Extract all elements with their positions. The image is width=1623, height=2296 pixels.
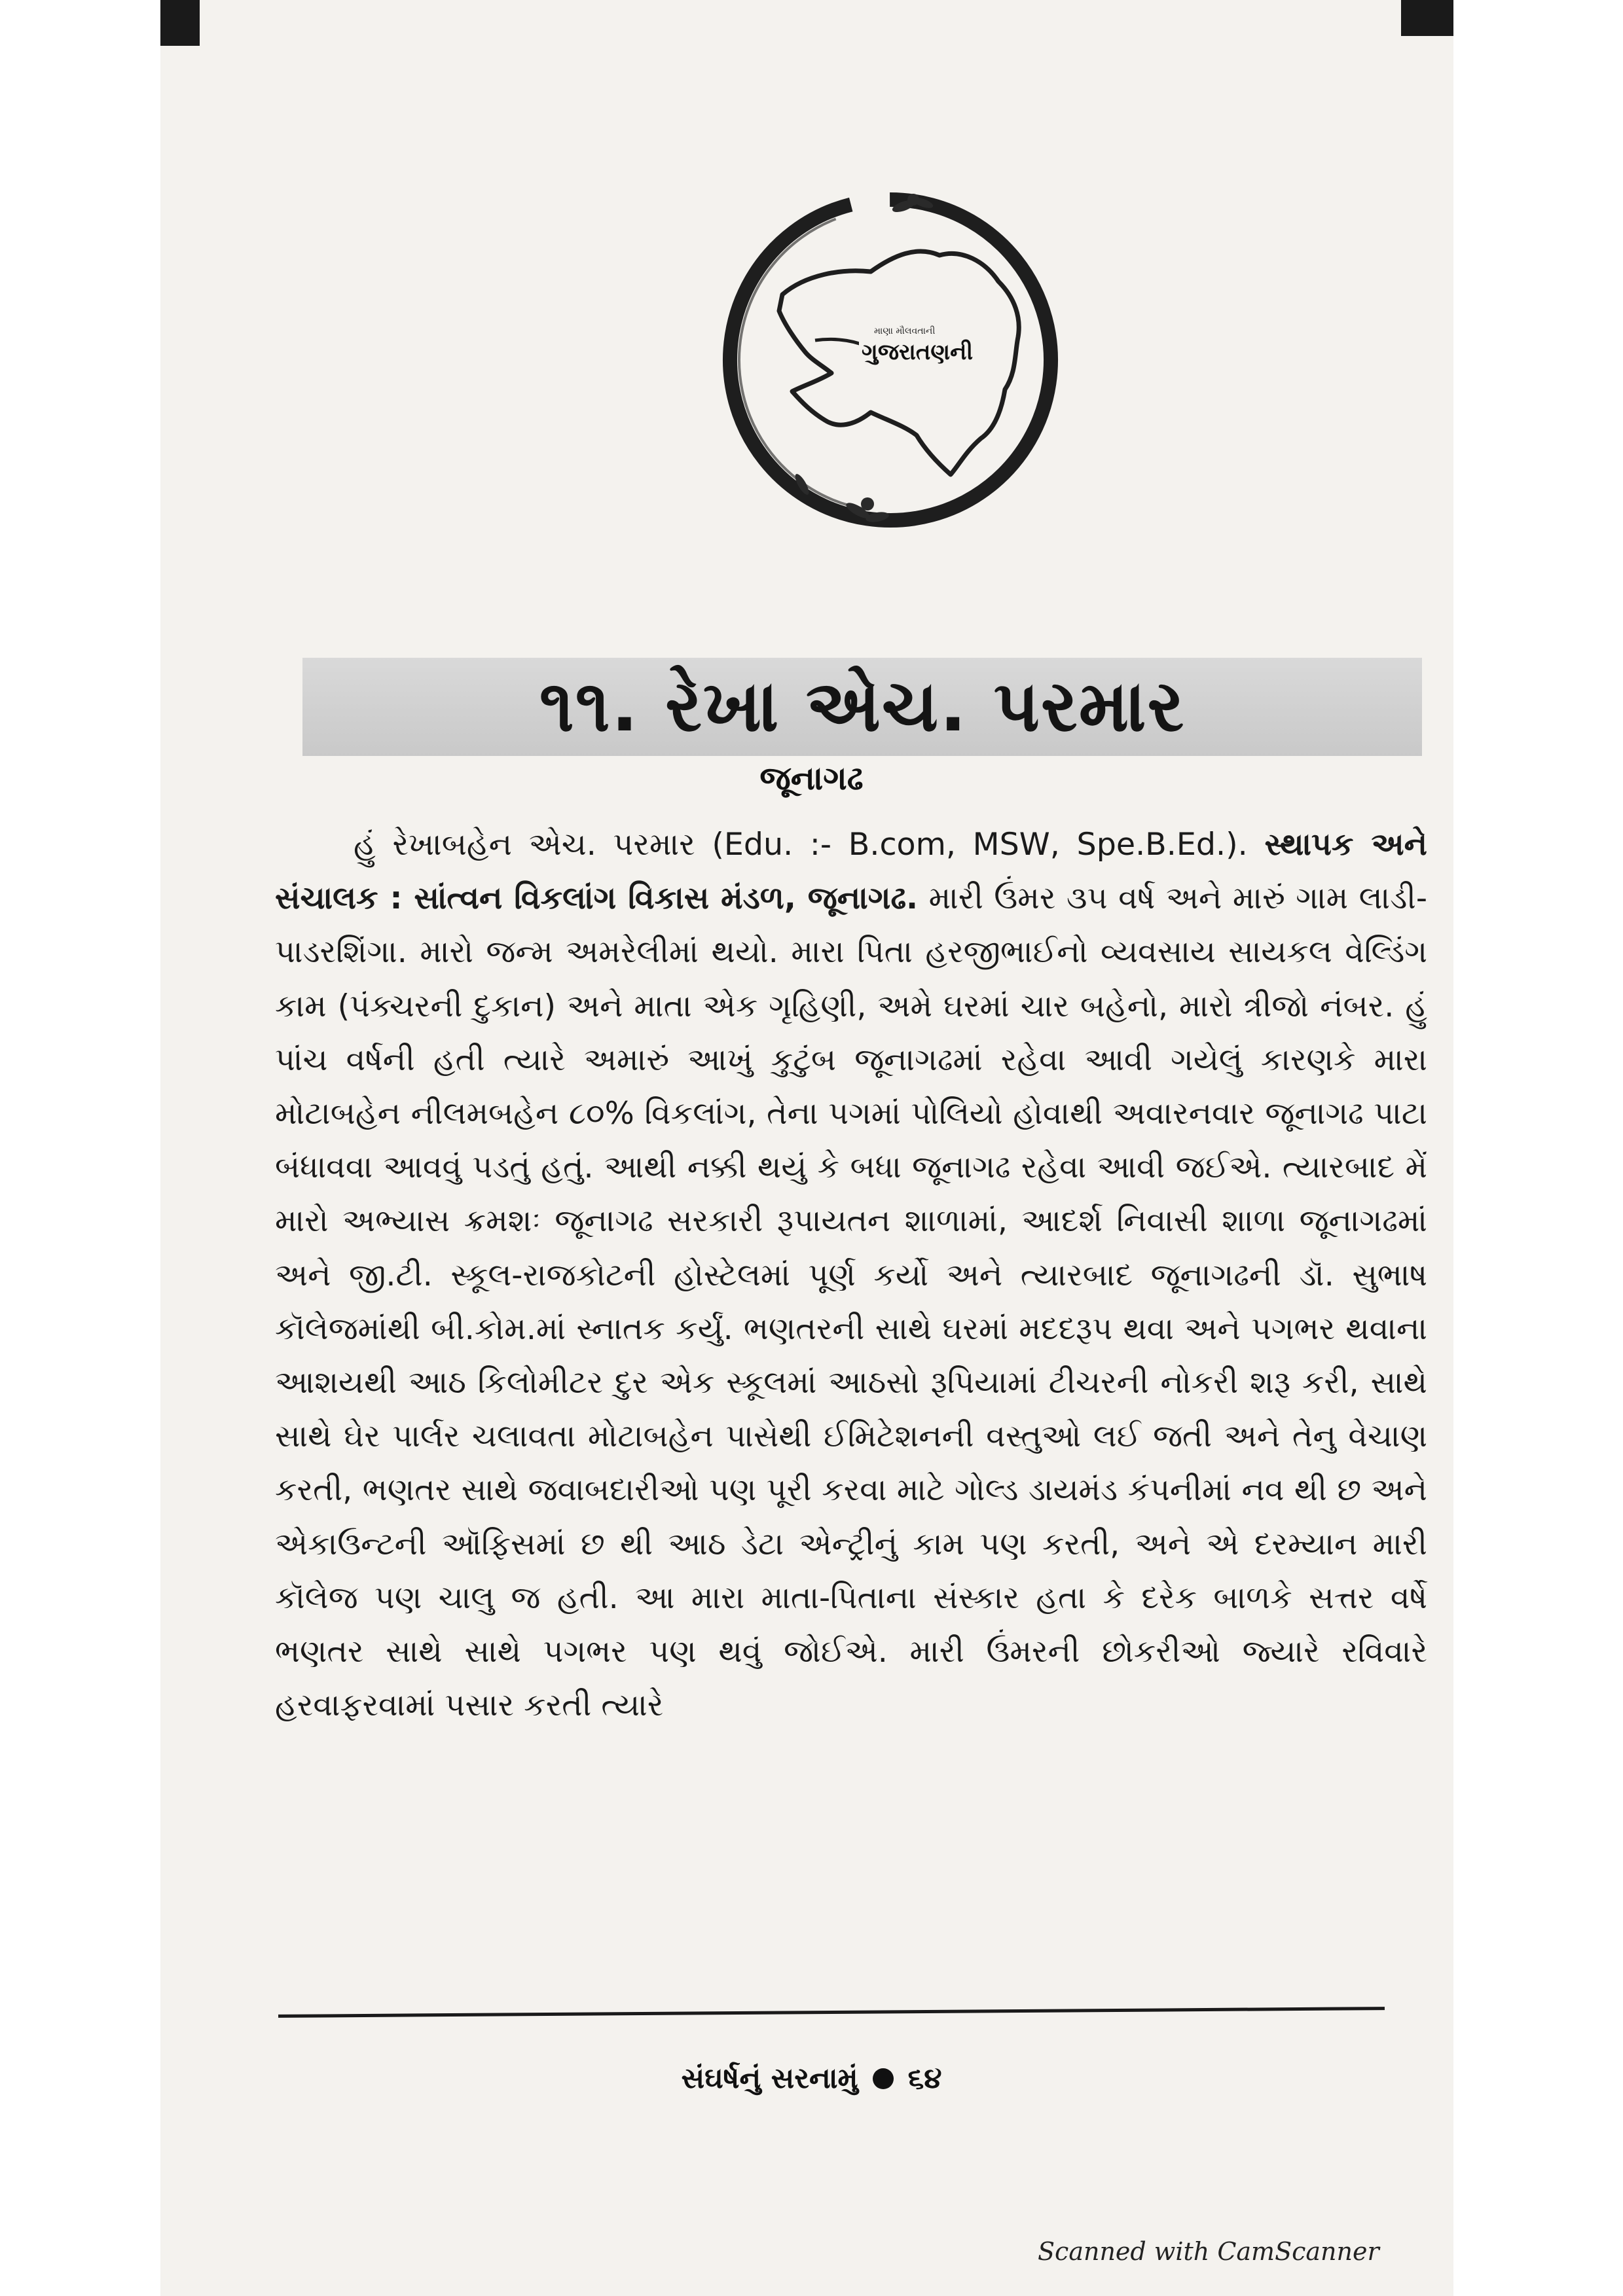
footer-book-title: સંઘર્ષનું સરનામું xyxy=(681,2062,858,2095)
chapter-title: ૧૧. રેખા એચ. પરમાર xyxy=(539,665,1186,747)
page-footer xyxy=(0,2062,1623,2095)
scanner-watermark: Scanned with CamScanner xyxy=(1038,2237,1379,2266)
body-intro: હું રેખાબહેન એચ. પરમાર (Edu. :- B.com, MSW, Spe.B.Ed.). xyxy=(354,827,1265,863)
logo-wordmark: ગુજરાતણની xyxy=(859,339,976,365)
bullet-icon xyxy=(873,2068,894,2089)
scan-edge-shadow-right xyxy=(1401,0,1453,36)
chapter-title-band xyxy=(302,658,1422,756)
chapter-body xyxy=(275,818,1427,1732)
scan-edge-shadow xyxy=(160,0,200,46)
publisher-logo xyxy=(707,177,1074,543)
body-bold-role: સ્થાપક અને સંચાલક : સાંત્વન વિકલાંગ વિકાસ મંડળ, જૂનાગઢ. xyxy=(275,827,1427,917)
footer-page-number: ૬૪ xyxy=(907,2062,942,2095)
logo-tagline: માણા મૌલવતાની xyxy=(874,326,936,336)
chapter-place: જૂનાગઢ xyxy=(759,759,864,797)
body-paragraph: મારી ઉંમર ૩૫ વર્ષ અને મારું ગામ લાડી-પાડરશિંગા. મારો જન્મ અમરેલીમાં થયો. મારા પિતા હરજીભાઈનો વ્યવસાય સાયકલ વેલ્ડિંગ કામ (પંક્ચરની દુકાન) અને માતા એક ગૃહિણી, અમે ઘરમાં ચાર બહેનો, મારો ત્રીજો નંબર. હું પાંચ વર્ષની હતી ત્યારે અમારું આખું કુટુંબ જૂનાગઢમાં રહેવા આવી ગયેલું કારણકે મારા મોટાબહેન નીલમબહેન ૮૦% વિકલાંગ, તેના પગમાં પોલિયો હોવાથી અવારનવાર જૂનાગઢ પાટા બંધાવવા આવવું પડતું હતું. આથી નક્કી થયું કે બધા જૂનાગઢ રહેવા આવી જઈએ. ત્યારબાદ મેં મારો અભ્યાસ ક્રમશઃ જૂનાગઢ સરકારી રૂપાયતન શાળામાં, આદર્શ નિવાસી શાળા જૂનાગઢમાં અને જી.ટી. સ્કૂલ-રાજકોટની હોસ્ટેલમાં પૂર્ણ કર્યો અને ત્યારબાદ જૂનાગઢની ડૉ. સુભાષ કૉલેજમાંથી બી.કોમ.માં સ્નાતક કર્યું. ભણતરની સાથે ઘરમાં મદદરૂપ થવા અને પગભર થવાના આશયથી આઠ કિલોમીટર દુર એક સ્કૂલમાં આઠસો રૂપિયામાં ટીચરની નોકરી શરૂ કરી, સાથે સાથે ઘેર પાર્લર ચલાવતા મોટાબહેન પાસેથી ઈમિટેશનની વસ્તુઓ લઈ જતી અને તેનુ વેચાણ કરતી, ભણતર સાથે જવાબદારીઓ પણ પૂરી કરવા માટે ગોલ્ડ ડાયમંડ કંપનીમાં નવ થી છ અને એકાઉન્ટની ઑફિસમાં છ થી આઠ ડેટા એન્ટ્રીનું કામ પણ કરતી, અને એ દરમ્યાન મારી કૉલેજ પણ ચાલુ જ હતી. આ મારા માતા-પિતાના સંસ્કાર હતા કે દરેક બાળકે સત્તર વર્ષે ભણતર સાથે સાથે પગભર પણ થવું જોઈએ. મારી ઉંમરની છોકરીઓ જ્યારે રવિવારે હરવાફરવામાં પસાર કરતી ત્યારે xyxy=(275,880,1427,1724)
